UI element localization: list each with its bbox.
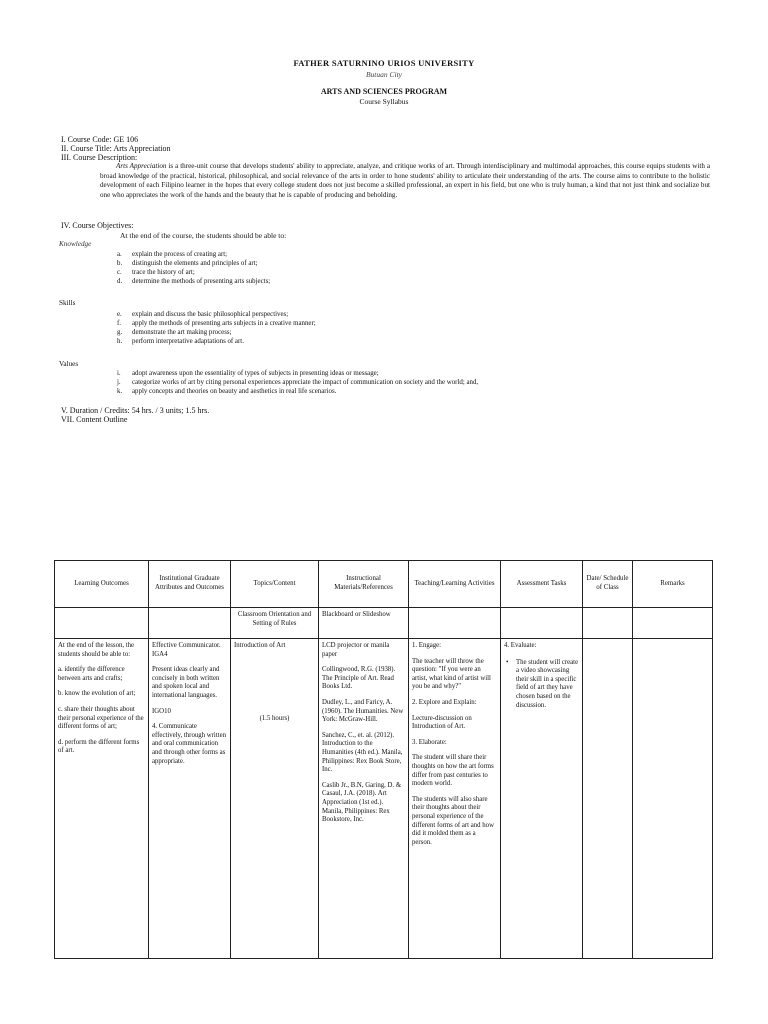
description-text: is a three-unit course that develops students' ability to appreciate, analyze, and critique works of art. Through interdisciplinary and multimodal approaches, this course equips students with a broad knowledge of the practical, historical, philosophical, and social relevance of the arts in order to hone students' ability to articulate their understanding of the arts. The course aims to contribute to the holistic development of each Filipino learner in the hopes that every college student does not just become a skilled professional, an expert in his field, but one who is truly human, a kind that not just think and socialize but one who appreciates the work of the hands and the beauty that he is capable of producing and beholding. bbox=[100, 162, 710, 199]
header-schedule: Date/ Schedule of Class bbox=[583, 561, 633, 608]
header-activities: Teaching/Learning Activities bbox=[409, 561, 501, 608]
objectives-intro: At the end of the course, the students should be able to: bbox=[120, 231, 287, 240]
header-assessment: Assessment Tasks bbox=[501, 561, 583, 608]
row2-activities: 1. Engage: The teacher will throw the question: "If you were an artist, what kind of artist will you be and why?" 2. Explore and Explain: Lecture-discussion on Introduction of Art. 3. Elaborate: The student will share their thoughts on how the art forms differ from past centuries to modern world. The students will also share their thoughts about their personal experience of the different forms of art and how did it molded them as a person. bbox=[409, 639, 501, 959]
duration-credits: V. Duration / Credits: 54 hrs. / 3 units; 1.5 hrs. bbox=[61, 406, 210, 415]
row2-remarks bbox=[633, 639, 713, 959]
content-outline-table bbox=[54, 560, 713, 959]
course-title: II. Course Title: Arts Appreciation bbox=[61, 144, 171, 153]
header-remarks: Remarks bbox=[633, 561, 713, 608]
objective-item: e. explain and discuss the basic philosophical perspectives; bbox=[117, 311, 289, 318]
values-label: Values bbox=[59, 360, 79, 368]
course-description-heading: III. Course Description: bbox=[61, 153, 138, 162]
program-name: ARTS AND SCIENCES PROGRAM bbox=[320, 87, 448, 96]
table-row bbox=[55, 639, 713, 959]
row2-topic: Introduction of Art (1.5 hours) bbox=[231, 639, 319, 959]
header-topics: Topics/Content bbox=[231, 561, 319, 608]
objective-item: a. explain the process of creating art; bbox=[117, 251, 228, 258]
university-name: FATHER SATURNINO URIOS UNIVERSITY bbox=[293, 58, 475, 68]
content-outline-heading: VII. Content Outline bbox=[61, 415, 128, 424]
course-code: I. Course Code: GE 106 bbox=[61, 135, 139, 144]
row1-materials: Blackboard or Slideshow bbox=[319, 608, 409, 639]
knowledge-label: Knowledge bbox=[59, 240, 92, 248]
document-type: Course Syllabus bbox=[359, 97, 409, 106]
university-city: Butuan City bbox=[365, 70, 403, 79]
header-graduate-attributes: Institutional Graduate Attributes and Outcomes bbox=[149, 561, 231, 608]
row2-materials: LCD projector or manila paper Collingwood, R.G. (1938). The Principle of Art. Read Books Ltd. Dudley, L., and Faricy, A.(1960). The Humanities. New York: McGraw-Hill. Sanchez, C., et. al. (2012). Introduction to the Humanities (4th ed.). Manila, Philippines: Rex Book Store, Inc. Caslib Jr., B.N, Garing, D. & Casaul, J.A. (2018). Art Appreciation (1st ed.). Manila, Philippines: Rex Bookstore, Inc. bbox=[319, 639, 409, 959]
course-description bbox=[100, 162, 710, 200]
header-materials: Instructional Materials/References bbox=[319, 561, 409, 608]
objective-item: i. adopt awareness upon the essentiality of types of subjects in presenting ideas or message; bbox=[117, 370, 379, 377]
objective-item: k. apply concepts and theories on beauty and aesthetics in real life scenarios. bbox=[117, 388, 337, 395]
objective-item: h. perform interpretative adaptations of art. bbox=[117, 338, 244, 345]
objective-item: f. apply the methods of presenting arts subjects in a creative manner; bbox=[117, 320, 316, 327]
objective-item: j. categorize works of art by citing personal experiences appreciate the impact of communication on society and the world; and, bbox=[117, 379, 479, 386]
header-learning-outcomes: Learning Outcomes bbox=[55, 561, 149, 608]
objectives-heading: IV. Course Objectives: bbox=[61, 221, 134, 230]
row2-assessment: 4. Evaluate: • The student will create a video showcasing their skill in a specific field of art they have chosen based on the discussion. bbox=[501, 639, 583, 959]
row2-attributes: Effective Communicator. IGA4 Present ideas clearly and concisely in both written and spoken local and international languages. IGO10 4. Communicate effectively, through written and oral communication and through other forms as appropriate. bbox=[149, 639, 231, 959]
objective-item: c. trace the history of art; bbox=[117, 269, 195, 276]
knowledge-list bbox=[117, 250, 270, 286]
skills-label: Skills bbox=[59, 299, 76, 307]
values-list bbox=[117, 369, 478, 396]
description-term: Arts Appreciation bbox=[116, 162, 167, 170]
table-header-row bbox=[55, 561, 713, 608]
skills-list bbox=[117, 310, 316, 346]
course-info bbox=[61, 135, 711, 162]
objective-item: d. determine the methods of presenting arts subjects; bbox=[117, 278, 271, 285]
objective-item: b. distinguish the elements and principles of art; bbox=[117, 260, 258, 267]
objective-item: g. demonstrate the art making process; bbox=[117, 329, 232, 336]
list-item: • The student will create a video showcasing their skill in a specific field of art they have chosen based on the discussion. bbox=[504, 659, 579, 711]
row2-outcomes: At the end of the lesson, the students should be able to: a. identify the difference between arts and crafts; b. know the evolution of art; c. share their thoughts about their personal experience of the different forms of art; d. perform the different forms of art. bbox=[55, 639, 149, 959]
row2-schedule bbox=[583, 639, 633, 959]
bullet-icon bbox=[504, 659, 516, 711]
row1-topic: Classroom Orientation and Setting of Rules bbox=[231, 608, 319, 639]
table-row bbox=[55, 608, 713, 639]
